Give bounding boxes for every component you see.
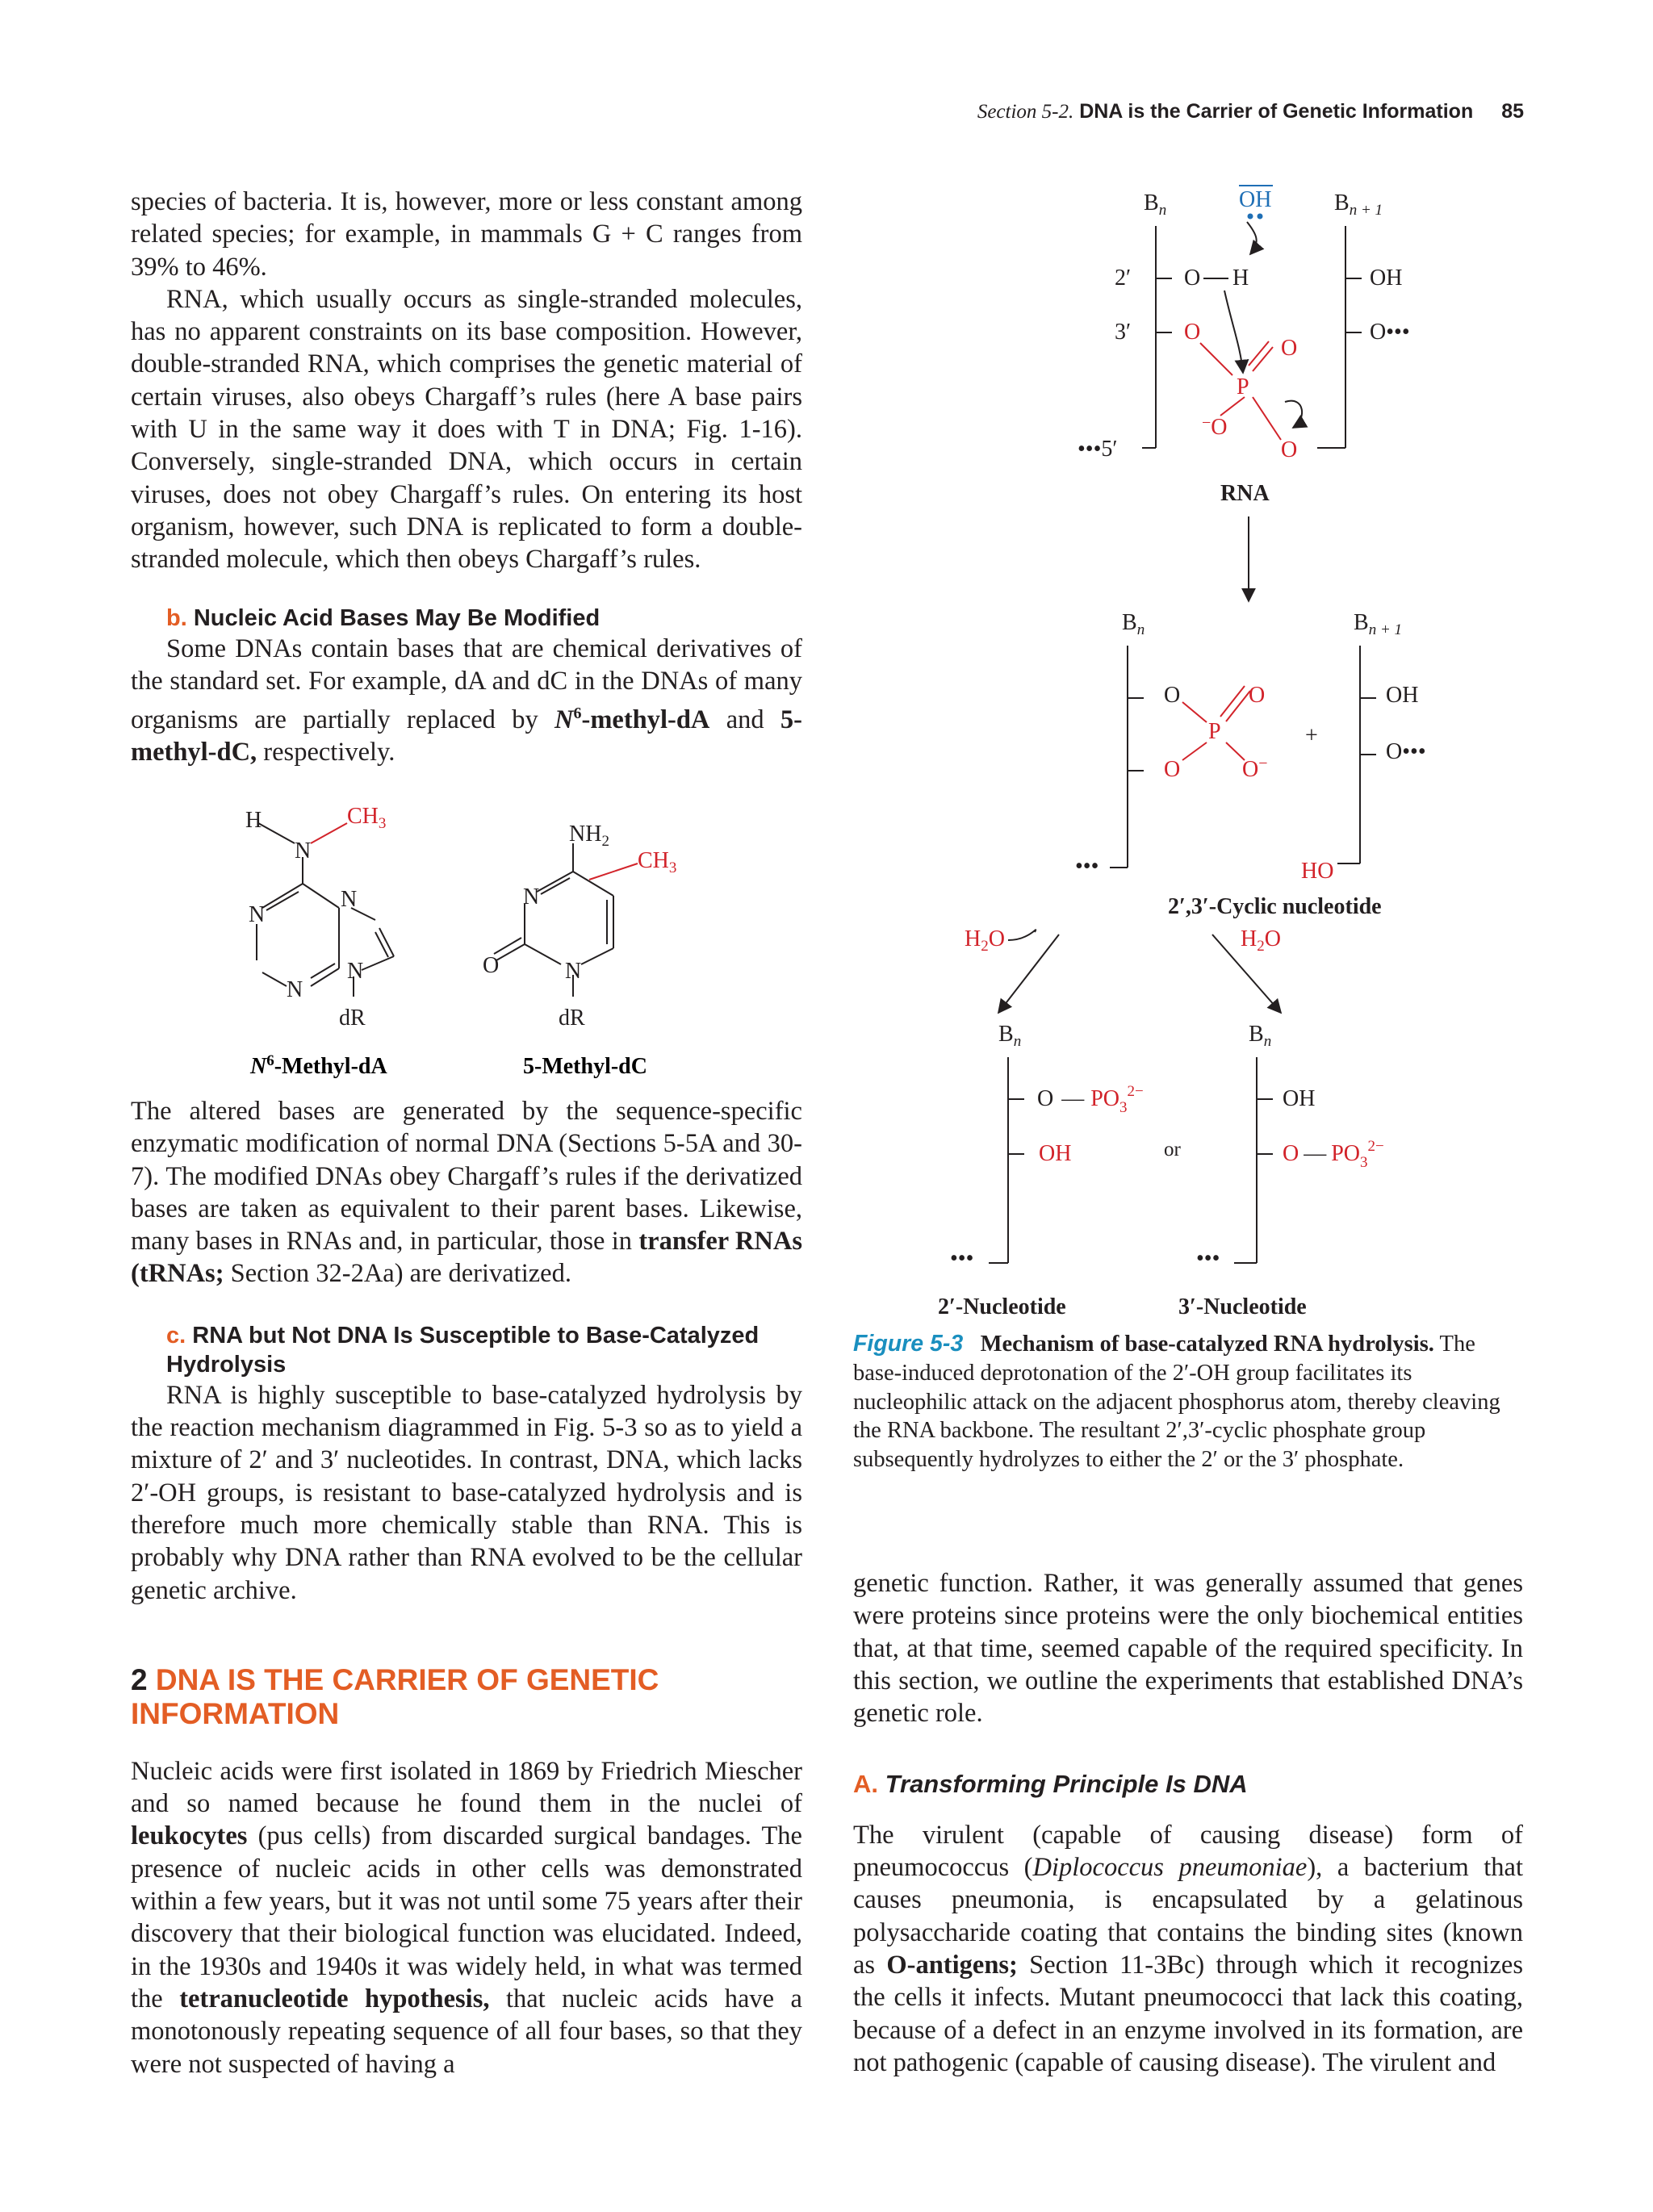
- group-o-po3: O — $PO_3^{2-}$: [1037, 1083, 1144, 1116]
- paragraph: The altered bases are generated by the sequence-specific enzymatic modification of normal DNA (Sections 5-5A and 30-7). The modified DNAs obey Chargaff’s rules if the derivatized bases are taken as equivalent to their parent bases. Likewise, many bases in RNAs and, in particular, those in transfer RNAs (tRNAs; Section 32-2Aa) are derivatized.: [131, 1097, 802, 1289]
- atom-o: O: [1164, 757, 1181, 782]
- struct-atom: N: [523, 884, 540, 909]
- figure-caption: [853, 1330, 1523, 1474]
- paragraph: RNA is highly susceptible to base-catalyzed hydrolysis by the reaction mechanism diagrammed in Fig. 5-3 so as to yield a mixture of 2′ and 3′ nucleotides. In contrast, DNA, which lacks 2′-OH groups, is resistant to base-catalyzed hydrolysis and is therefore much more chemically stable than RNA. This is probably why DNA rather than RNA evolved to be the cellular genetic archive.: [131, 1380, 802, 1605]
- label-2-nucleotide: 2′-Nucleotide: [938, 1294, 1066, 1319]
- atom-oh: OH: [1386, 683, 1419, 708]
- label-3prime: 3′: [1115, 320, 1132, 345]
- struct-name-n6-methyl-da: $N^6-Methyl-dA$: [250, 1052, 387, 1079]
- paragraph: The virulent (capable of causing disease) form of pneumococcus (Diplococcus pneumoniae), a bacterium that causes pneumonia, is encapsulated by a gelatinous polysaccharide coating that contains the binding sites (known as O-antigens; Section 11-3Bc) through which it recognizes the cells it infects. Mutant pneumococci that lack this coating, because of a defect in an enzyme involved in its formation, are not pathogenic (capable of causing disease). The virulent and: [853, 1820, 1523, 2077]
- struct-atom: dR: [559, 1006, 585, 1031]
- header-section: Section 5-2.: [977, 101, 1074, 123]
- struct-atom: $CH_3$: [347, 804, 387, 832]
- group-o-po3: O — $PO_3^{2-}$: [1283, 1138, 1384, 1171]
- label-bn: $B_n$: [1122, 610, 1145, 638]
- struct-atom: $NH_2$: [569, 822, 609, 850]
- label-bn: $B_n$: [1249, 1022, 1272, 1050]
- left-column-top: [131, 186, 802, 769]
- chain-dots: •••: [1075, 854, 1099, 879]
- struct-name-5-methyl-dc: 5-Methyl-dC: [523, 1054, 647, 1079]
- atom-o-chain: O•••: [1370, 320, 1410, 345]
- label-bn: $B_n$: [1144, 190, 1167, 219]
- atom-o: O: [1184, 266, 1201, 291]
- page-number: 85: [1501, 100, 1524, 123]
- label-5prime: •••5′: [1078, 437, 1118, 462]
- label-3-nucleotide: 3′-Nucleotide: [1178, 1294, 1307, 1319]
- left-column-bottom: [131, 1095, 802, 2080]
- figure-caption-text: The base-induced deprotonation of the 2′-OH group facilitates its nucleophilic attack on the adjacent phosphorus atom, thereby cleaving the RNA backbone. The resultant 2′,3′-cyclic phosphate group subsequently hydrolyzes to either the 2′ or the 3′ phosphate.: [853, 1332, 1500, 1473]
- struct-atom: dR: [339, 1006, 366, 1031]
- atom-oh: OH: [1370, 266, 1403, 291]
- atom-oh: OH: [1283, 1086, 1316, 1111]
- section-heading-2: 2 DNA IS THE CARRIER OF GENETIC INFORMATION: [131, 1662, 659, 1730]
- label-cyclic-nucleotide: 2′,3′-Cyclic nucleotide: [1168, 894, 1382, 919]
- struct-atom: N: [295, 838, 312, 863]
- atom-oh: OH: [1039, 1141, 1072, 1166]
- subsection-heading-c: c. RNA but Not DNA Is Susceptible to Base-Catalyzed Hydrolysis: [166, 1322, 760, 1378]
- plus-sign: +: [1305, 723, 1318, 748]
- running-header: [977, 100, 1524, 123]
- chain-dots: •••: [1196, 1246, 1220, 1271]
- struct-atom: N: [347, 959, 364, 984]
- figure-title: Mechanism of base-catalyzed RNA hydrolysis.: [980, 1332, 1434, 1357]
- atom-p: P: [1237, 374, 1249, 399]
- modified-bases-diagram: [218, 799, 734, 1089]
- paragraph: Nucleic acids were first isolated in 1869 by Friedrich Miescher and so named because he found them in the nuclei of leukocytes (pus cells) from discarded surgical bandages. The presence of nucleic acids in other cells was demonstrated within a few years, but it was not until some 75 years after their discovery that their biological function was elucidated. Indeed, in the 1930s and 1940s it was widely held, in what was termed the tetranucleotide hypothesis, that nucleic acids have a monotonously repeating sequence of all four bases, so that they were not suspected of having a: [131, 1756, 802, 2079]
- atom-o: O: [1281, 336, 1298, 361]
- label-or: or: [1164, 1139, 1181, 1160]
- atom-o-minus: O−: [1242, 755, 1268, 782]
- atom-ho: HO: [1301, 859, 1334, 884]
- atom-o-chain: O•••: [1386, 739, 1426, 764]
- paragraph: species of bacteria. It is, however, more or less constant among related species; for example, in mammals G + C ranges from 39% to 46%.: [131, 187, 802, 282]
- struct-atom: $CH_3$: [638, 848, 677, 876]
- atom-h: H: [1232, 266, 1249, 291]
- right-column-bottom: [853, 1567, 1523, 2079]
- label-bn1: $B_{n + 1}$: [1334, 190, 1383, 219]
- struct-atom: N: [287, 977, 303, 1002]
- struct-atom: O: [483, 953, 500, 978]
- atom-o: O: [1281, 437, 1298, 462]
- figure-label: Figure 5-3: [853, 1331, 964, 1357]
- struct-atom: N: [565, 959, 582, 984]
- paragraph: RNA, which usually occurs as single-stranded molecules, has no apparent constraints on its base composition. However, double-stranded RNA, which comprises the genetic material of certain viruses, also obeys Chargaff’s rules (here A base pairs with U in the same way it does with T in DNA; Fig. 1-16). Conversely, single-stranded DNA, which occurs in certain viruses, does not obey Chargaff’s rules. On entering its host organism, however, such DNA is replicated to form a double-stranded molecule, which then obeys Chargaff’s rules.: [131, 284, 802, 575]
- atom-o: O: [1249, 683, 1266, 708]
- subsection-heading-b: b. Nucleic Acid Bases May Be Modified: [166, 604, 601, 631]
- label-rna: RNA: [1220, 481, 1270, 506]
- section-heading-a: A. Transforming Principle Is DNA: [853, 1770, 1248, 1799]
- header-title: DNA is the Carrier of Genetic Information: [1079, 100, 1474, 123]
- atom-o-minus: −O: [1202, 414, 1228, 440]
- label-water: $H_2O$: [965, 926, 1005, 955]
- struct-atom: N: [249, 902, 266, 927]
- paragraph: Some DNAs contain bases that are chemical derivatives of the standard set. For example, dA and dC in the DNAs of many organisms are partially replaced by $N^6-methyl-dA$ and 5-methyl-dC, respectively.: [131, 633, 802, 767]
- atom-o: O: [1184, 320, 1201, 345]
- chain-dots: •••: [950, 1246, 974, 1271]
- label-bn1: $B_{n + 1}$: [1354, 610, 1403, 638]
- struct-atom: H: [245, 808, 262, 833]
- label-bn: $B_n$: [998, 1022, 1022, 1050]
- atom-p: P: [1208, 719, 1221, 744]
- paragraph: genetic function. Rather, it was generally assumed that genes were proteins since proteins were the only biochemical entities that, at that time, seemed capable of the required specificity. In this section, we outline the experiments that established DNA’s genetic role.: [853, 1569, 1523, 1729]
- struct-atom: N: [341, 887, 358, 912]
- label-hydroxide: OH: [1239, 187, 1272, 212]
- label-water: $H_2O$: [1241, 926, 1281, 955]
- label-2prime: 2′: [1115, 266, 1132, 291]
- figure-5-3-diagram: [853, 178, 1523, 1323]
- atom-o: O: [1164, 683, 1181, 708]
